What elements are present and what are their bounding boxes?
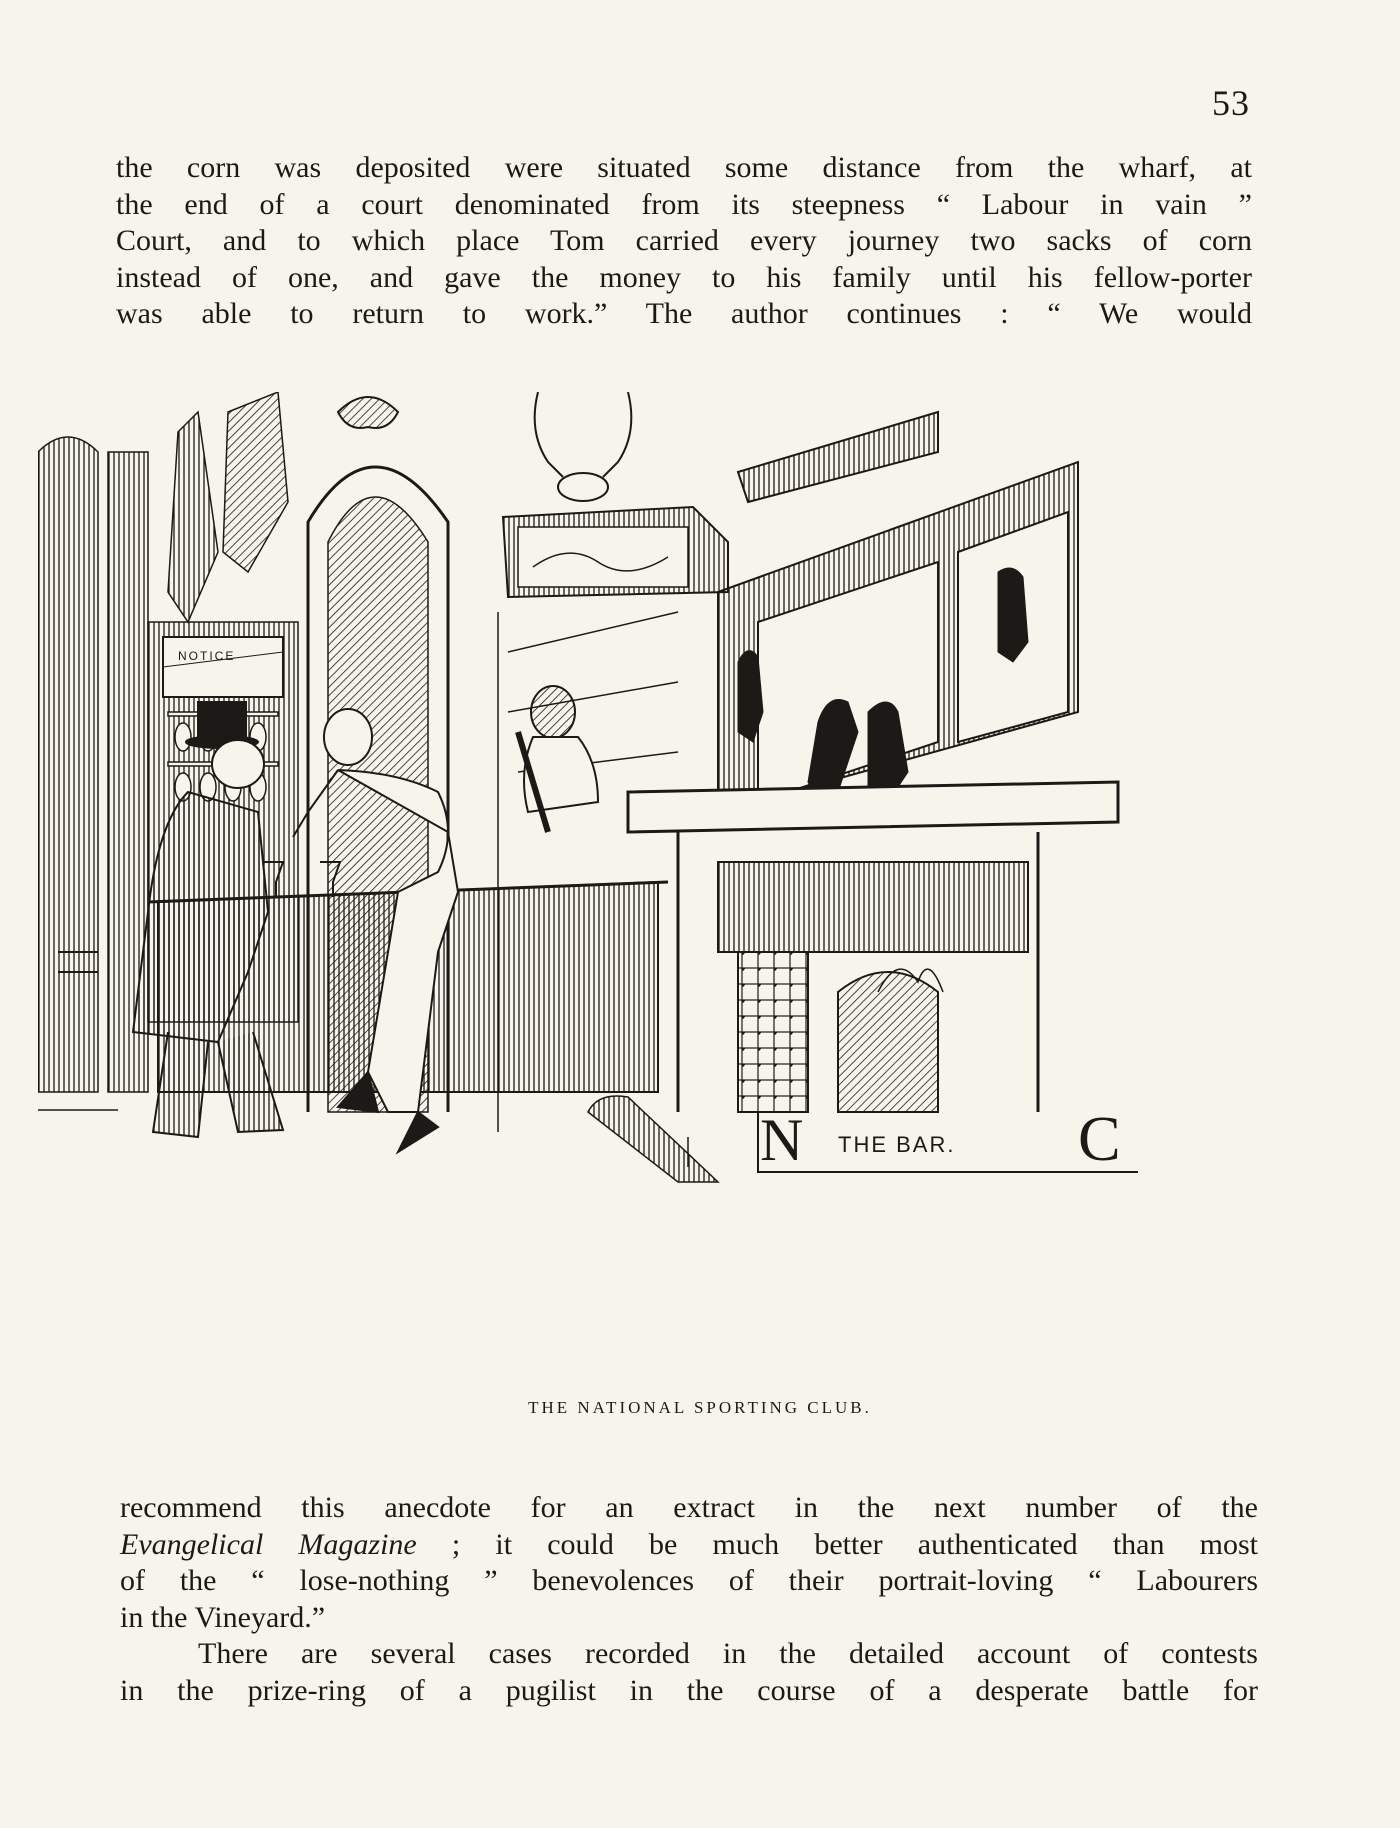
bottom-paragraph [120,1490,1258,1709]
signature-frame [758,1103,1138,1174]
left-wall-panelling [38,437,148,1092]
text-line: Court, and to which place Tom carried every journey two sacks of corn [116,224,1252,257]
text-line [120,1527,1258,1564]
top-paragraph [116,150,1252,333]
italic-title: Evangelical Magazine [120,1527,417,1561]
signature-left-initial: N [760,1107,804,1173]
text-line: of the “ lose-nothing ” benevolences of their portrait-loving “ Labourers [120,1564,1258,1597]
text-line: in the Vineyard.” [120,1600,326,1634]
text-line: There are several cases recorded in the detailed account of contests [198,1637,1258,1670]
text-line-rest: ; it could be much better authenticated than most [416,1527,1258,1561]
signature-right-initial: C [1078,1103,1121,1174]
page-number: 53 [1212,83,1250,123]
text-line: instead of one, and gave the money to his family until his fellow-porter [116,260,1252,294]
wall-trophy [503,392,728,597]
flags [168,392,288,622]
illustration-caption: THE NATIONAL SPORTING CLUB. [528,1398,872,1417]
notice-sign-text: NOTICE [178,649,236,663]
bar-scene-illustration [38,392,1338,1377]
text-line: recommend this anecdote for an extract in the next number of the [120,1491,1258,1524]
text-line: in the prize-ring of a pugilist in the course of a desperate battle for [120,1673,1258,1707]
text-line: the end of a court denominated from its steepness “ Labour in vain ” [116,187,1252,221]
text-line: the corn was deposited were situated some distance from the wharf, at [116,151,1252,184]
the-bar-sign: THE BAR. [838,1132,956,1157]
text-line: was able to return to work.” The author continues : “ We would [116,297,1252,330]
